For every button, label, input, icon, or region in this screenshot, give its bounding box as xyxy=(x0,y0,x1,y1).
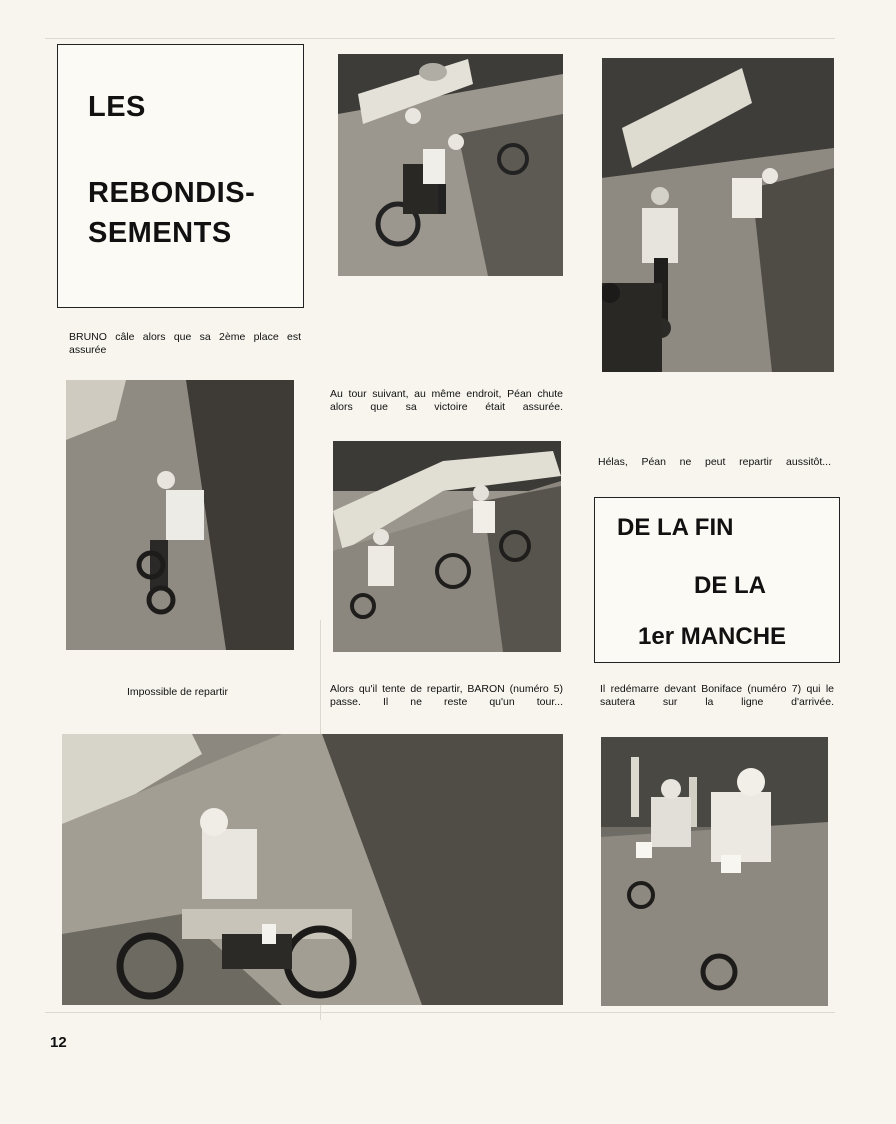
subtitle-line-3: 1er MANCHE xyxy=(638,623,787,650)
photo-rider-hill xyxy=(66,380,294,650)
photo-rider-34 xyxy=(602,58,834,372)
subtitle-line-1: DE LA FIN xyxy=(617,514,734,541)
title-line-2: REBONDIS- xyxy=(88,177,256,209)
caption-impossible: Impossible de repartir xyxy=(127,686,228,698)
show-through-rule xyxy=(45,38,835,39)
article-title-box xyxy=(57,44,304,308)
page-number: 12 xyxy=(50,1034,67,1051)
caption-bruno: BRUNO câle alors que sa 2ème place est assurée xyxy=(69,331,301,356)
title-line-3: SEMENTS xyxy=(88,217,232,249)
photo-baron-passes xyxy=(333,441,561,652)
caption-baron: Alors qu'il tente de repartir, BARON (numéro 5) passe. Il ne reste qu'un tour... xyxy=(330,683,563,708)
section-subtitle-box xyxy=(594,497,840,663)
subtitle-line-2: DE LA xyxy=(694,572,766,599)
caption-pean-fall: Au tour suivant, au même endroit, Péan chute alors que sa victoire était assurée. xyxy=(330,388,563,413)
caption-boniface: Il redémarre devant Boniface (numéro 7) qui le sautera sur la ligne d'arrivée. xyxy=(600,683,834,708)
title-line-1: LES xyxy=(88,91,146,123)
photo-crash-banner xyxy=(338,54,563,276)
caption-pean-wait: Hélas, Péan ne peut repartir aussitôt... xyxy=(598,456,831,468)
show-through-rule xyxy=(45,1012,835,1013)
photo-riders-1-7 xyxy=(601,737,828,1006)
photo-rider-2 xyxy=(62,734,563,1005)
